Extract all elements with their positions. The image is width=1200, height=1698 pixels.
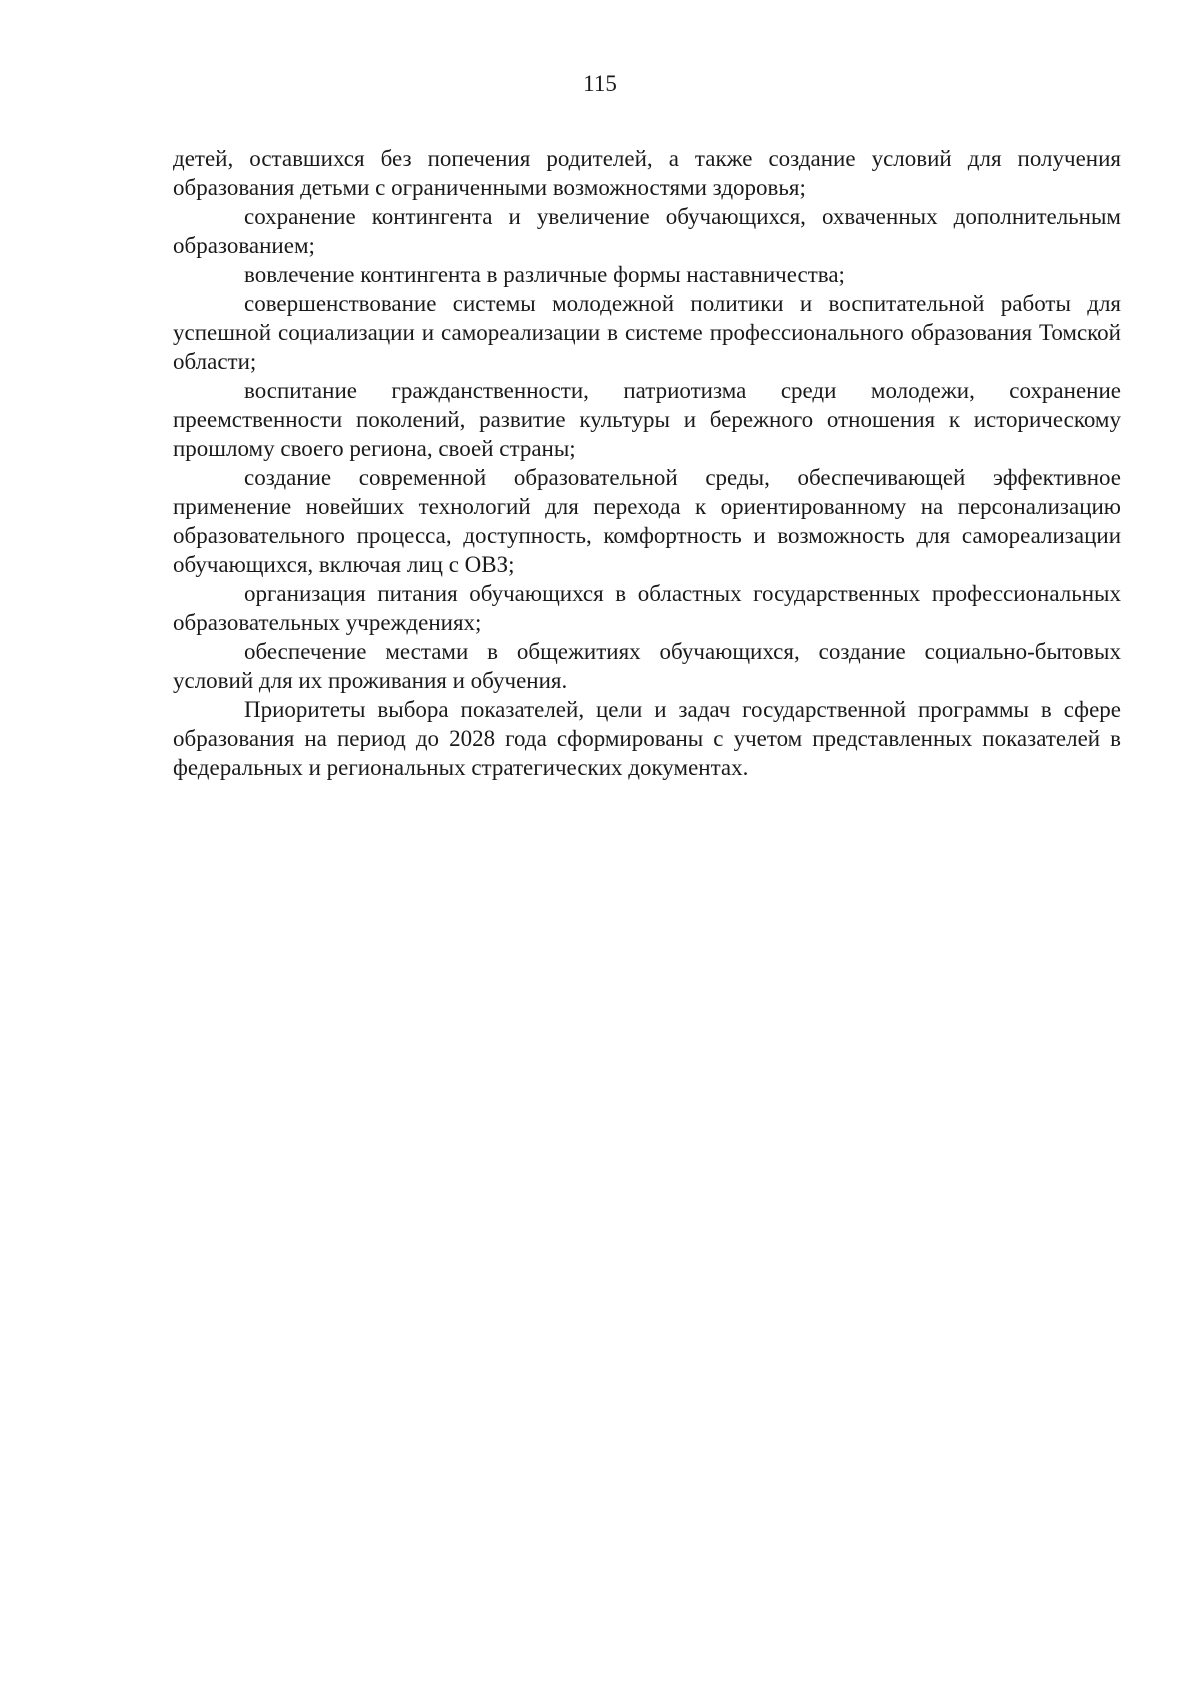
paragraph-youth-policy: совершенствование системы молодежной политики и воспитательной работы для успешной социализации и самореализации в системе профессионального образования Томской области; (173, 291, 1121, 374)
page-number: 115 (583, 71, 617, 96)
paragraph-citizenship: воспитание гражданственности, патриотизма среди молодежи, сохранение преемственности поколений, развитие культуры и бережного отношения к историческому прошлому своего региона, своей страны; (173, 378, 1121, 461)
paragraph-nutrition: организация питания обучающихся в областных государственных профессиональных образовательных учреждениях; (173, 581, 1121, 635)
paragraph-educational-environment: создание современной образовательной среды, обеспечивающей эффективное применение новейших технологий для перехода к ориентированному на персонализацию образовательного процесса, доступность, комфортность и возможность для самореализации обучающихся, включая лиц с ОВЗ; (173, 465, 1121, 577)
document-body (173, 144, 1121, 782)
paragraph-dormitories: обеспечение местами в общежитиях обучающихся, создание социально-бытовых условий для их проживания и обучения. (173, 639, 1121, 693)
paragraph-mentoring: вовлечение контингента в различные формы наставничества; (244, 262, 845, 287)
paragraph-contingent-retention: сохранение контингента и увеличение обучающихся, охваченных дополнительным образованием; (173, 204, 1121, 258)
paragraph-priorities: Приоритеты выбора показателей, цели и задач государственной программы в сфере образования на период до 2028 года сформированы с учетом представленных показателей в федеральных и региональных стратегических документах. (173, 697, 1121, 780)
paragraph-continuation: детей, оставшихся без попечения родителей, а также создание условий для получения образования детьми с ограниченными возможностями здоровья; (173, 146, 1121, 200)
